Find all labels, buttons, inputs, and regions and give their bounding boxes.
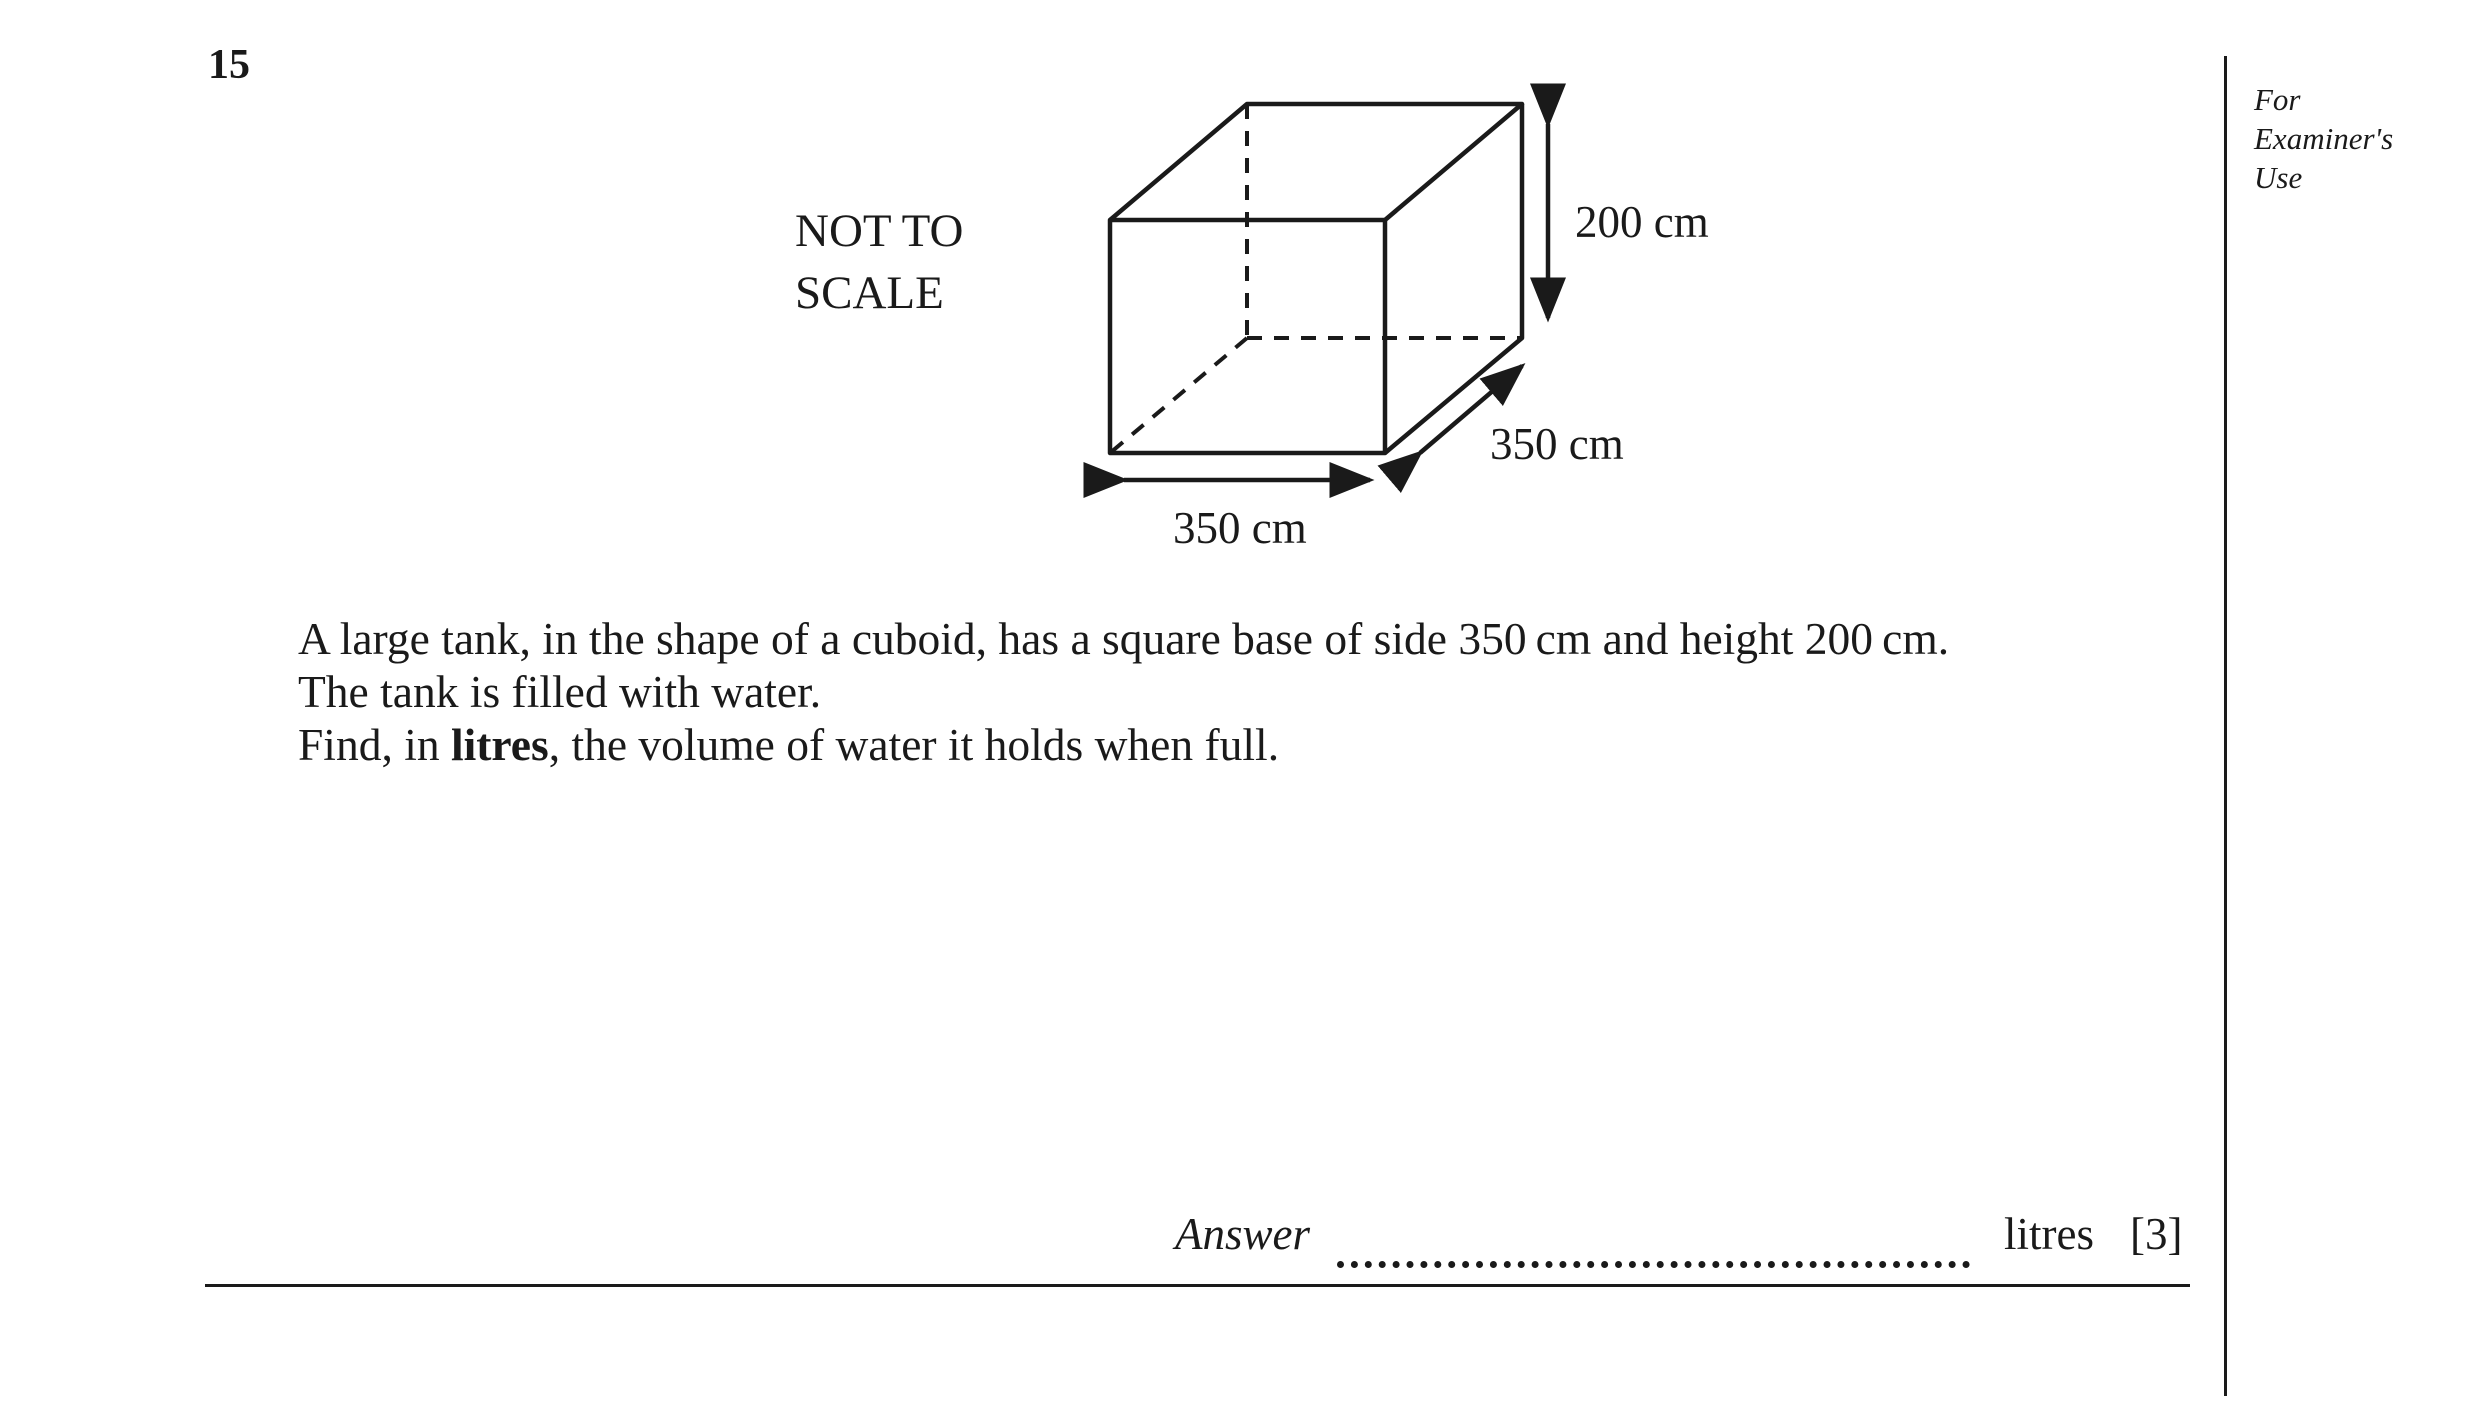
depth-label: 350 cm [1490, 419, 1624, 469]
height-label: 200 cm [1575, 197, 1709, 247]
question-line: A large tank, in the shape of a cuboid, has a square base of side 350 cm and height 200 cm. [298, 613, 1950, 664]
answer-label: Answer [1175, 1209, 1310, 1259]
question-divider [205, 1284, 2190, 1287]
width-label: 350 cm [1173, 503, 1307, 553]
question-number: 15 [208, 42, 250, 88]
instruction-suffix: , the volume of water it holds when full. [548, 719, 1280, 770]
not-to-scale-line: NOT TO [795, 205, 964, 257]
answer-unit: litres [2004, 1209, 2094, 1259]
examiner-label-line: Examiner's [2254, 121, 2394, 156]
examiner-label-line: Use [2254, 160, 2303, 195]
instruction-emphasis: litres [450, 719, 549, 770]
cuboid-visible-edges [1110, 104, 1522, 453]
question-text [298, 612, 1949, 771]
not-to-scale-note [795, 200, 963, 324]
examiner-label-line: For [2254, 82, 2301, 117]
instruction-prefix: Find, in [298, 719, 451, 770]
answer-line[interactable] [1337, 1254, 1970, 1268]
hidden-edge-depth [1110, 338, 1247, 453]
cuboid-side-edges [1385, 104, 1522, 453]
dimension-arrows [1124, 124, 1548, 480]
marks-allocation: [3] [2130, 1209, 2183, 1259]
question-instruction [298, 718, 1949, 771]
question-line: The tank is filled with water. [298, 666, 822, 717]
not-to-scale-line: SCALE [795, 267, 944, 319]
cuboid-top-face [1110, 104, 1522, 220]
